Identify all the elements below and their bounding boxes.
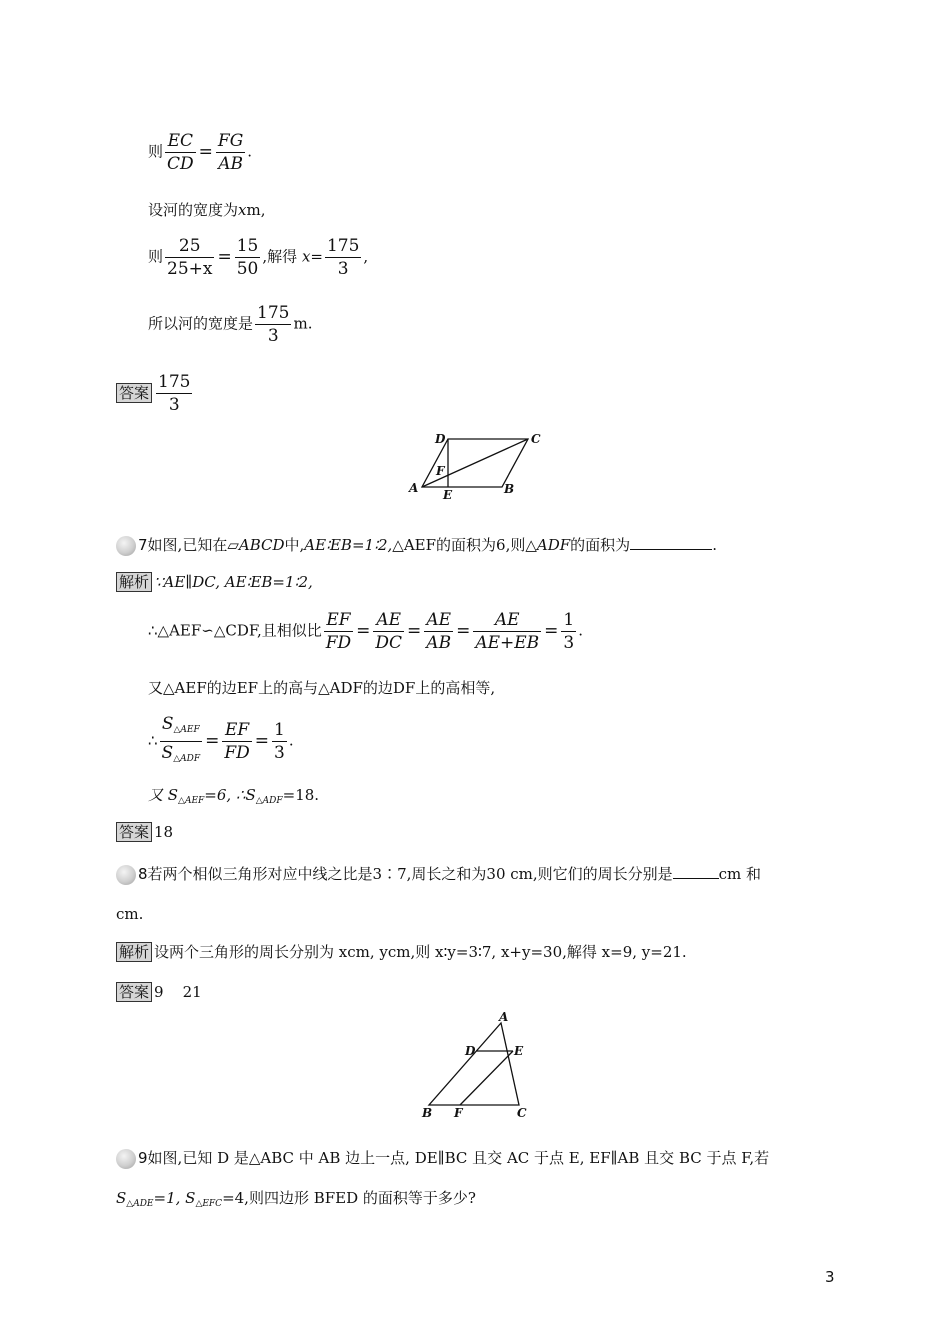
text: S [161,743,174,763]
denominator: 3 [337,259,349,279]
label-b: B [504,482,515,496]
figure-triangle [415,1010,535,1122]
sol7-line3 [148,678,495,698]
text: cm. [116,905,144,923]
denominator: 50 [236,259,259,279]
numerator: 175 [158,372,191,392]
answer-tag: 答案 [116,383,152,403]
denominator: AB [426,633,452,653]
analysis-tag: 解析 [116,942,152,962]
numerator: 175 [326,236,360,256]
fraction [165,131,196,174]
text: . [247,142,253,161]
sol7-line1 [116,572,313,592]
text: 的面积为6,则△ [436,536,537,554]
numerator: EC [165,131,196,153]
text: ∴ [148,731,158,750]
answer7 [116,822,173,842]
label-c: C [531,432,541,446]
question-8 [116,864,761,885]
segment-ef [460,1051,513,1105]
sol8 [116,942,687,962]
equals: = [198,141,213,162]
label-d: D [435,432,446,446]
text: ,解得 [262,247,298,266]
text: 又 S [148,786,179,804]
text: =6, ∴S [204,786,256,804]
answer-blank[interactable] [630,535,712,550]
answer-tag: 答案 [116,822,152,842]
text: ∵AE∥DC, AE∶EB=1∶2, [154,573,313,591]
fraction [235,236,261,279]
label-e: E [514,1044,524,1058]
text: 如图,已知 D 是△ABC 中 AB 边上一点, DE∥BC 且交 AC 于点 E, EF∥AB 且交 BC 于点 F,若 [147,1149,770,1167]
question-7 [116,535,717,556]
fraction [561,610,576,653]
question-bullet-icon [116,1149,136,1169]
question-number: 9 [138,1149,148,1167]
fraction [216,131,245,174]
question-bullet-icon [116,865,136,885]
text: 所以河的宽度是 [148,314,254,333]
subscript: △AEF [173,725,200,735]
text: =4,则四边形 BFED 的面积等于多少? [222,1189,476,1207]
denominator: 3 [168,395,180,415]
label-a: A [499,1010,509,1024]
numerator: 15 [236,236,259,256]
numerator: 1 [563,610,575,630]
text: cm 和 [718,865,762,883]
subscript: △ADF [173,754,201,764]
parallelogram-symbol: ▱ [227,536,239,554]
denominator: FD [325,633,352,653]
subscript: △ADE [126,1199,154,1209]
label-b: B [422,1106,433,1120]
text: m. [293,314,313,333]
subscript: △ADF [255,796,283,806]
sol6-line2 [148,200,265,220]
text: 若两个相似三角形对应中线之比是3∶7,周长之和为30 cm,则它们的周长分别是 [147,865,673,883]
text: , [363,247,369,266]
label-d: D [465,1044,476,1058]
text: =1, S [153,1189,196,1207]
text: ABCD [238,536,285,554]
fraction [424,610,453,653]
fraction [473,610,541,653]
fraction [325,236,361,279]
text: 如图,已知在 [147,536,228,554]
text: AE∶EB=1∶2, [304,536,393,554]
denominator: AE+EB [475,633,540,653]
text: 设河的宽度为 [148,201,239,219]
denominator: 25+x [167,259,213,279]
triangle-abc [429,1023,519,1105]
sol7-line2: ∴△AEF∽△CDF,且相似比 $\frac{EF}{FD}$ = $\frac{AE}{DC}$ = $\frac{AE}{AB}$ = $\frac{AE}{AE+EB}$ = $\frac{1}{3}$ . [148,610,584,653]
subscript: △EFC [195,1199,223,1209]
fraction [255,303,291,346]
numerator: 1 [274,720,285,740]
variable: x= [301,247,323,266]
fraction [156,372,192,415]
denominator: 3 [274,743,285,763]
numerator: AE [473,610,541,632]
subscript: △AEF [178,796,205,806]
fraction [324,610,353,653]
question-9 [116,1148,769,1169]
text: 的面积为 [570,536,631,554]
fraction [222,720,251,763]
analysis-tag: 解析 [116,572,152,592]
sol6-line1 [148,131,252,174]
denominator: AB [218,154,243,174]
label-c: C [517,1106,527,1120]
numerator: 25 [165,236,214,258]
denominator: 3 [563,633,575,653]
numerator: FG [217,131,244,151]
question-number: 7 [138,536,148,554]
text: 设两个三角形的周长分别为 xcm, ycm,则 x∶y=3∶7, x+y=30,解得 x=9, y=21. [154,943,687,961]
text: . [578,621,584,640]
text: 则 [148,247,164,266]
denominator: DC [375,633,403,653]
fraction [160,714,203,769]
text: ∴△AEF∽△CDF,且相似比 [148,621,322,640]
text: 则 [148,142,164,161]
question-8-line2 [116,904,143,924]
denominator: 3 [267,326,279,346]
text: . [288,731,294,750]
text: m, [246,201,266,219]
text: . [712,536,717,554]
question-number: 8 [138,865,148,883]
text: △AEF [392,536,437,554]
answer-tag: 答案 [116,982,152,1002]
numerator: 175 [257,303,290,323]
label-e: E [443,488,453,502]
numerator: EF [222,720,251,742]
answer-blank[interactable] [673,864,719,879]
page-number: 3 [825,1268,835,1286]
fraction [373,610,404,653]
numerator: AE [373,610,404,632]
numerator: EF [324,610,353,632]
fraction [165,236,214,279]
answer8 [116,982,202,1002]
denominator: FD [224,743,250,763]
text: =18. [282,786,320,804]
label-f: F [454,1106,463,1120]
answer-value: 18 [154,823,174,841]
text: S [116,1189,127,1207]
answer-value: 9 21 [154,983,202,1001]
sol7-line5 [148,785,319,811]
denominator: CD [167,154,194,174]
question-bullet-icon [116,536,136,556]
question-9-line2 [116,1188,476,1214]
equals: = [217,246,232,267]
figure-parallelogram [400,428,550,504]
text: ADF [536,536,571,554]
sol6-line3 [148,236,368,279]
answer6 [116,372,194,415]
diagonal-ac [422,439,528,487]
text: S [161,714,174,734]
text: 又△AEF的边EF上的高与△ADF的边DF上的高相等, [148,679,496,697]
variable: x [238,201,247,219]
fraction [272,720,287,763]
numerator: AE [424,610,453,632]
sol6-line4 [148,303,312,346]
label-f: F [436,464,445,478]
label-a: A [409,481,419,495]
sol7-line4: ∴ $\frac{S_{\triangle AEF}}{S_{\triangle ADF}}$ = $\frac{EF}{FD}$ = $\frac{1}{3}$ . [148,714,294,769]
text: 中, [284,536,305,554]
